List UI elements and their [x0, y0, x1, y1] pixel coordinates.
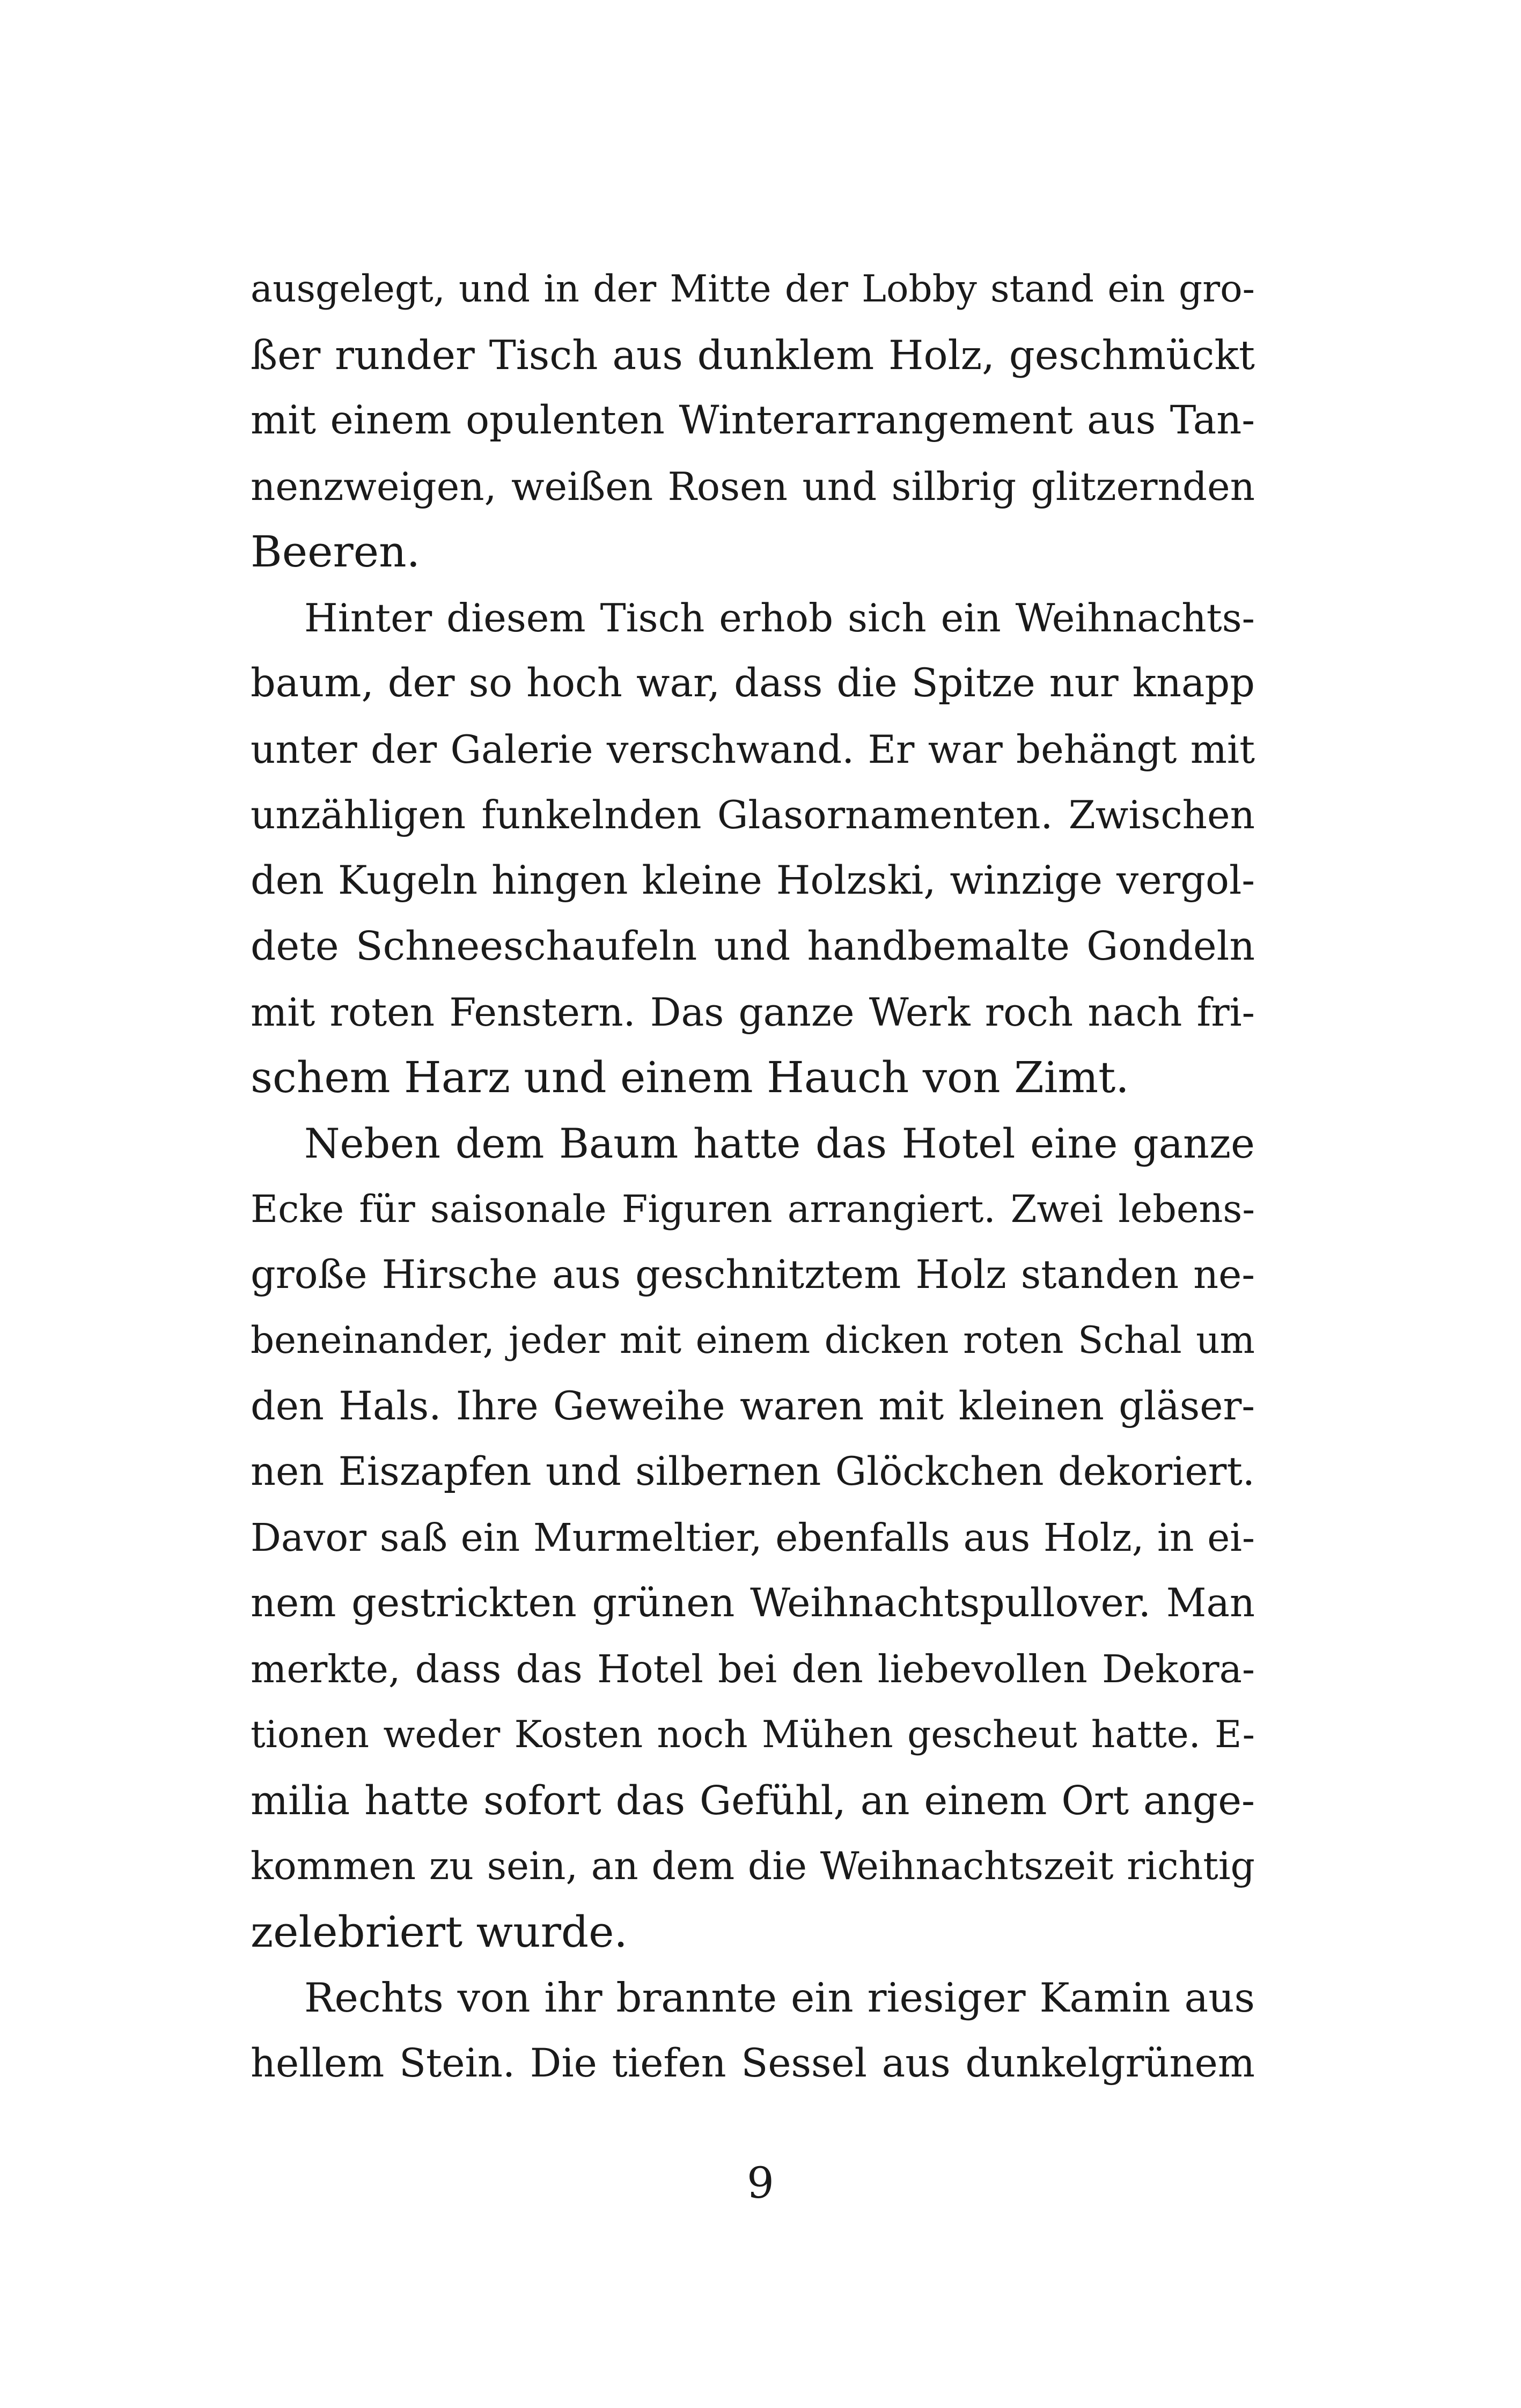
text-line: merkte, dass das Hotel bei den liebevollen Dekora-: [251, 1646, 1255, 1691]
text-line: hellem Stein. Die tiefen Sessel aus dunkelgrünem: [251, 2040, 1255, 2086]
text-line: den Hals. Ihre Geweihe waren mit kleinen gläser-: [251, 1383, 1255, 1429]
text-line: Ecke für saisonale Figuren arrangiert. Zwei lebens-: [251, 1187, 1255, 1231]
text-line: dete Schneeschaufeln und handbemalte Gondeln: [251, 923, 1255, 969]
text-line: unzähligen funkelnden Glasornamenten. Zwischen: [251, 792, 1255, 837]
text-line: beneinander, jeder mit einem dicken roten Schal um: [251, 1319, 1255, 1362]
text-line: unter der Galerie verschwand. Er war behängt mit: [251, 726, 1255, 772]
text-line: tionen weder Kosten noch Mühen gescheut hatte. E-: [251, 1713, 1255, 1756]
text-line: nen Eiszapfen und silbernen Glöckchen dekoriert.: [251, 1449, 1255, 1494]
text-line: nenzweigen, weißen Rosen und silbrig glitzernden: [251, 463, 1255, 509]
text-line: Davor saß ein Murmeltier, ebenfalls aus Holz, in ei-: [251, 1515, 1255, 1560]
text-line: den Kugeln hingen kleine Holzski, winzige vergol-: [251, 857, 1255, 903]
text-line: Neben dem Baum hatte das Hotel eine ganze: [304, 1119, 1255, 1167]
text-line: große Hirsche aus geschnitztem Holz standen ne-: [251, 1251, 1255, 1298]
body-text: [251, 256, 1255, 2096]
text-line: baum, der so hoch war, dass die Spitze nur knapp: [251, 660, 1255, 706]
text-line: Rechts von ihr brannte ein riesiger Kamin aus: [304, 1974, 1255, 2021]
text-line: ßer runder Tisch aus dunklem Holz, geschmückt: [251, 331, 1255, 379]
text-line: Beeren.: [251, 527, 421, 577]
text-line: milia hatte sofort das Gefühl, an einem Ort ange-: [251, 1777, 1255, 1824]
text-line: ausgelegt, und in der Mitte der Lobby stand ein gro-: [251, 268, 1255, 311]
page-number: 9: [747, 2158, 774, 2208]
text-line: kommen zu sein, an dem die Weihnachtszeit richtig: [251, 1844, 1255, 1888]
text-line: schem Harz und einem Hauch von Zimt.: [251, 1052, 1129, 1102]
text-line: nem gestrickten grünen Weihnachtspullover. Man: [251, 1580, 1255, 1626]
text-line: mit einem opulenten Winterarrangement aus Tan-: [251, 397, 1255, 443]
text-line: Hinter diesem Tisch erhob sich ein Weihnachts-: [304, 595, 1255, 640]
text-line: mit roten Fenstern. Das ganze Werk roch nach fri-: [251, 989, 1255, 1035]
text-line: zelebriert wurde.: [251, 1906, 628, 1957]
